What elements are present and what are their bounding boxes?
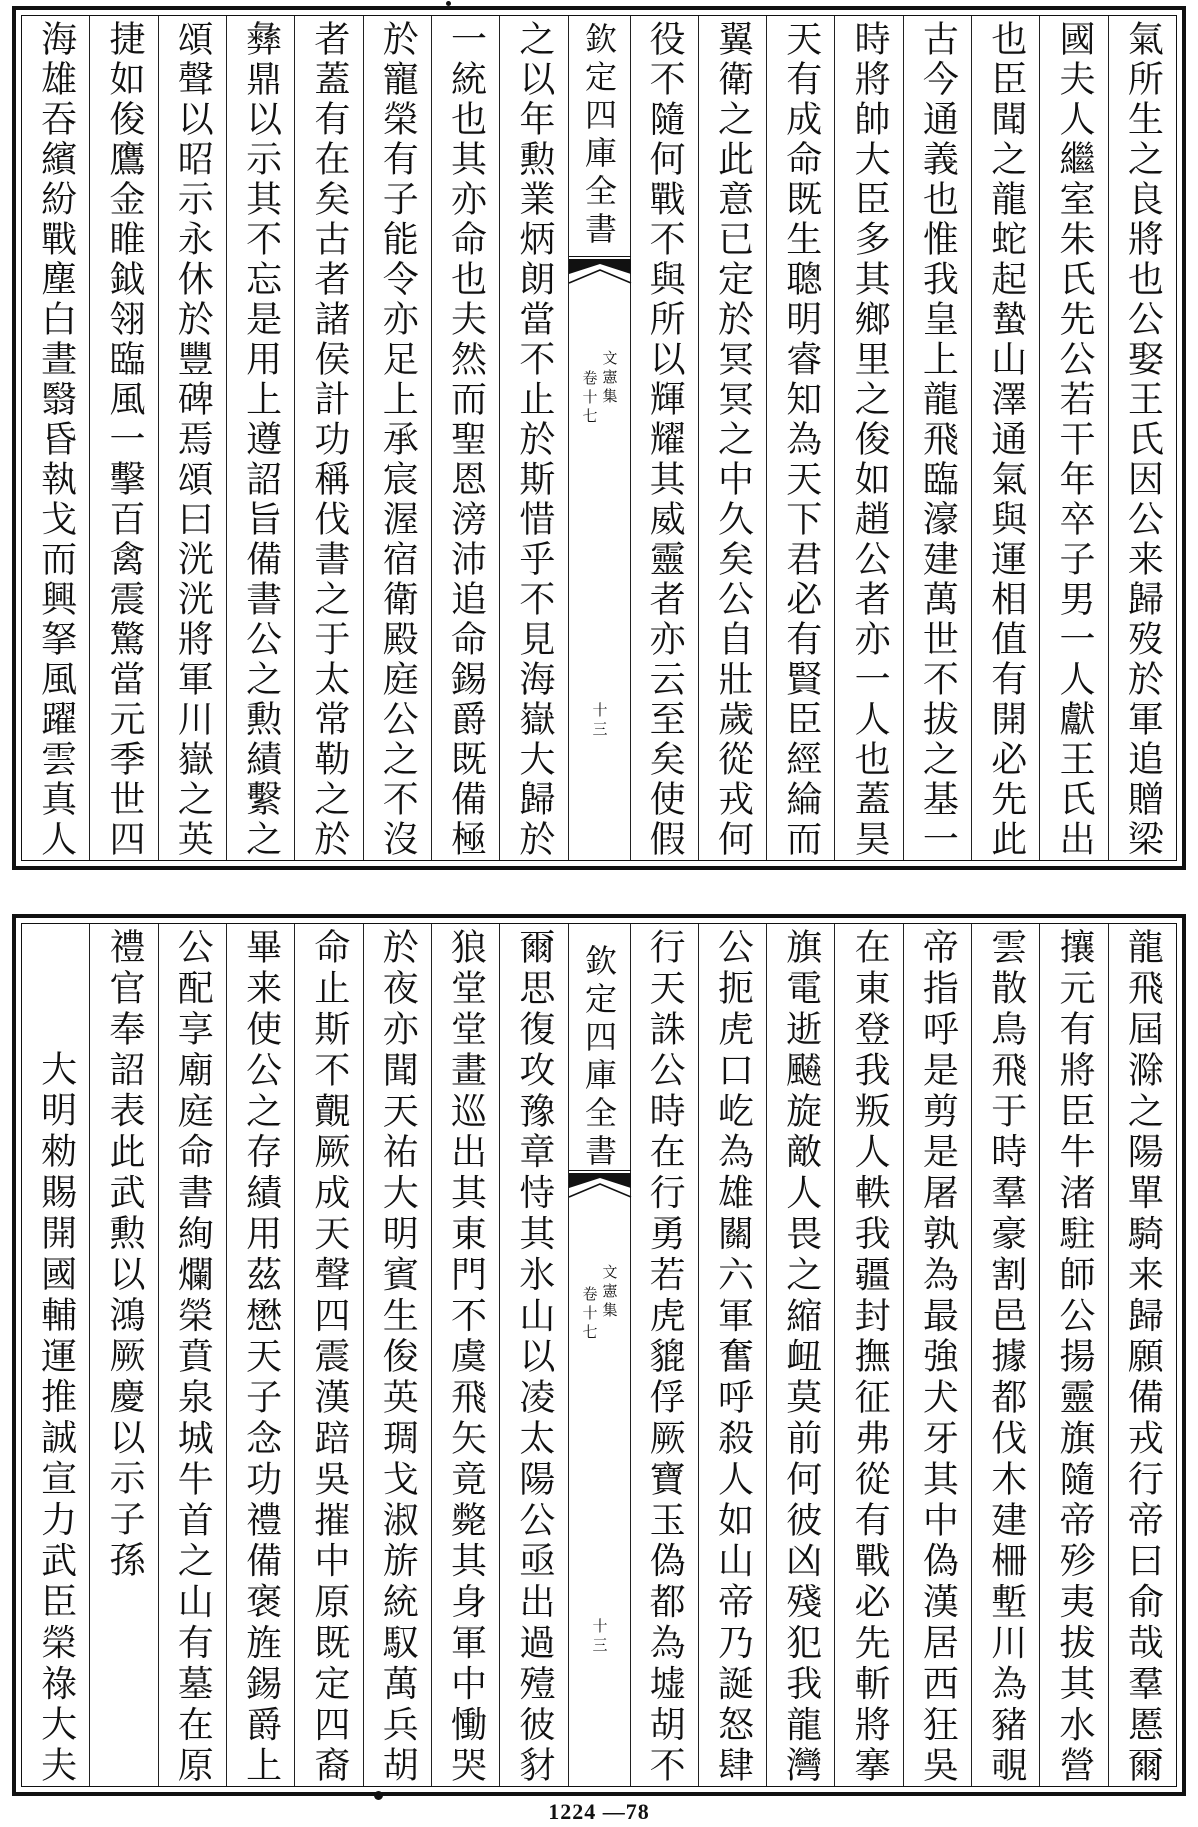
fold-rule bbox=[569, 1170, 631, 1171]
text-column bbox=[834, 16, 902, 860]
text-column bbox=[499, 924, 567, 1786]
column-text: 國夫人繼室朱氏先公若干年卒子男一人獻王氏出 bbox=[1054, 20, 1096, 856]
text-column bbox=[698, 16, 766, 860]
column-text: 氣所生之良將也公娶王氏因公来歸歿於軍追贈梁 bbox=[1122, 20, 1164, 856]
column-text: 旗電逝飇旋敵人畏之縮衄莫前何彼凶殘犯我龍灣 bbox=[780, 928, 822, 1782]
column-text: 於夜亦聞天祐大明賓生俊英琱戈淑旂統馭萬兵胡 bbox=[377, 928, 419, 1782]
fishtail-mark bbox=[569, 259, 631, 299]
column-text: 者蓋有在矣古者諸侯計功稱伐書之于太常勒之於 bbox=[308, 20, 350, 856]
text-column bbox=[1108, 16, 1176, 860]
text-column bbox=[431, 924, 499, 1786]
column-text: 也臣聞之龍蛇起蟄山澤通氣與運相值有開必先此 bbox=[985, 20, 1027, 856]
text-column bbox=[363, 16, 431, 860]
book-title: 文憲集 bbox=[600, 1264, 619, 1321]
column-text: 禮官奉詔表此武勲以鴻厥慶以示子孫 bbox=[103, 928, 145, 1582]
column-text: 海雄吞繽紛戰塵白晝翳昏執戈而興拏風躍雲真人 bbox=[35, 20, 77, 856]
fishtail-mark bbox=[569, 1173, 631, 1213]
text-column bbox=[158, 924, 226, 1786]
column-text: 天有成命既生聰明睿知為天下君必有賢臣經綸而 bbox=[780, 20, 822, 856]
text-column bbox=[903, 924, 971, 1786]
text-column bbox=[630, 16, 698, 860]
page-bottom bbox=[12, 914, 1186, 1796]
collection-title: 欽定四庫全書 bbox=[580, 22, 618, 250]
text-column bbox=[431, 16, 499, 860]
column-text: 古今通義也惟我皇上龍飛臨濠建萬世不拔之基一 bbox=[917, 20, 959, 856]
column-text: 龍飛屆滁之陽單騎来歸願備戎行帝曰俞哉羣慝爾 bbox=[1122, 928, 1164, 1782]
column-text: 命止斯不覿厥成天聲四震漢踣吳摧中原既定四裔 bbox=[308, 928, 350, 1782]
text-column bbox=[363, 924, 431, 1786]
column-text: 公扼虎口屹為雄關六軍奮呼殺人如山帝乃誕怒肆 bbox=[712, 928, 754, 1782]
column-text: 雲散鳥飛于時羣豪割邑據都伐木建柵塹川為豬覗 bbox=[985, 928, 1027, 1782]
volume-label: 卷十七 bbox=[580, 1286, 599, 1343]
column-text: 爾思復攻豫章恃其氷山以凌太陽公亟出過殪彼豺 bbox=[513, 928, 555, 1782]
column-text: 狼堂堂畫巡出其東門不虞飛矢竟斃其身軍中慟哭 bbox=[445, 928, 487, 1782]
text-column bbox=[698, 924, 766, 1786]
column-text: 役不隨何戰不與所以輝耀其威靈者亦云至矣使假 bbox=[644, 20, 686, 856]
text-column bbox=[766, 924, 834, 1786]
text-column bbox=[834, 924, 902, 1786]
book-title: 文憲集 bbox=[600, 350, 619, 407]
column-text: 在東登我叛人軼我疆封撫征弗從有戰必先斬將搴 bbox=[849, 928, 891, 1782]
page-frame bbox=[21, 15, 1177, 861]
column-text: 於寵榮有子能令亦足上承宸渥宿衛殿庭公之不沒 bbox=[377, 20, 419, 856]
column-text: 公配享廟庭命書絢爛榮賁泉城牛首之山有墓在原 bbox=[172, 928, 214, 1782]
column-text: 一統也其亦命也夫然而聖恩滂沛追命錫爵既備極 bbox=[445, 20, 487, 856]
reprint-page-number: 1224 —78 bbox=[548, 1799, 650, 1824]
text-column bbox=[294, 16, 362, 860]
volume-label: 卷十七 bbox=[580, 370, 599, 427]
page-top bbox=[12, 6, 1186, 870]
collection-title: 欽定四庫全書 bbox=[580, 944, 618, 1172]
column-text: 帝指呼是剪是屠孰為最強犬牙其中偽漢居西狂吳 bbox=[917, 928, 959, 1782]
text-column bbox=[971, 924, 1039, 1786]
text-column bbox=[89, 924, 157, 1786]
text-column bbox=[630, 924, 698, 1786]
text-column bbox=[22, 16, 89, 860]
text-column bbox=[89, 16, 157, 860]
column-text: 行天誅公時在行勇若虎貔俘厥寶玉偽都為墟胡不 bbox=[644, 928, 686, 1782]
center-fold-strip bbox=[568, 924, 630, 1786]
text-column bbox=[226, 924, 294, 1786]
fold-rule bbox=[569, 256, 631, 257]
page-number: 十三 bbox=[590, 1618, 609, 1656]
text-column bbox=[499, 16, 567, 860]
column-text: 攘元有將臣牛渚駐師公揚靈旗隨帝殄夷拔其水營 bbox=[1054, 928, 1096, 1782]
text-column bbox=[903, 16, 971, 860]
column-text: 翼衛之此意已定於冥冥之中久矣公自壯歲從戎何 bbox=[712, 20, 754, 856]
column-text: 畢来使公之存績用茲懋天子念功禮備褒旌錫爵上 bbox=[240, 928, 282, 1782]
text-column bbox=[1108, 924, 1176, 1786]
column-text: 時將帥大臣多其鄉里之俊如趙公者亦一人也蓋昊 bbox=[849, 20, 891, 856]
column-text: 之以年勲業炳朗當不止於斯惜乎不見海嶽大歸於 bbox=[513, 20, 555, 856]
text-column bbox=[1039, 16, 1107, 860]
column-text: 彝鼎以示其不忘是用上遵詔旨備書公之勲績繫之 bbox=[240, 20, 282, 856]
text-column bbox=[158, 16, 226, 860]
text-column bbox=[766, 16, 834, 860]
inscription-title: 大明勑賜開國輔運推誠宣力武臣榮祿大夫 bbox=[35, 1050, 77, 1782]
page-frame bbox=[21, 923, 1177, 1787]
text-column bbox=[971, 16, 1039, 860]
center-fold-strip bbox=[568, 16, 630, 860]
text-column bbox=[22, 924, 89, 1786]
text-column bbox=[226, 16, 294, 860]
text-column bbox=[1039, 924, 1107, 1786]
column-text: 頌聲以昭示永休於豐碑焉頌曰洸洸將軍川嶽之英 bbox=[172, 20, 214, 856]
text-column bbox=[294, 924, 362, 1786]
page-number: 十三 bbox=[590, 702, 609, 740]
column-text: 捷如俊鷹金睢鉞翎臨風一擊百禽震驚當元季世四 bbox=[103, 20, 145, 856]
